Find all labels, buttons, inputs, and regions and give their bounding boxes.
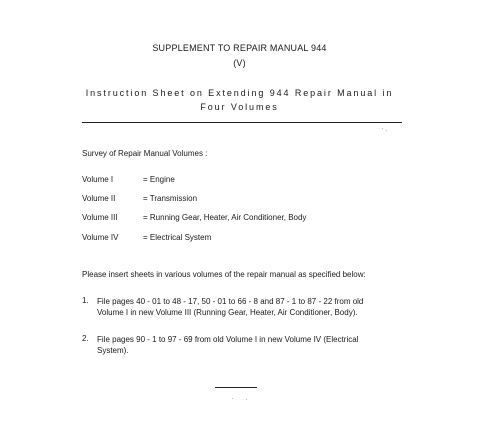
item-line: Volume I in new Volume III (Running Gear, Heater, Air Conditioner, Body). <box>97 308 358 317</box>
instruction-text: Please insert sheets in various volumes of the repair manual as specified below: <box>82 270 366 279</box>
scan-speck <box>382 128 383 129</box>
item-line: File pages 90 - 1 to 97 - 69 from old Volume I in new Volume IV (Electrical <box>97 335 359 344</box>
list-item <box>97 296 427 318</box>
instruction-heading-line2: Four Volumes <box>200 102 279 112</box>
supplement-title: SUPPLEMENT TO REPAIR MANUAL 944 <box>152 43 327 53</box>
volume-label: Volume II <box>82 194 116 203</box>
volume-label: Volume IV <box>82 233 119 242</box>
volume-label: Volume III <box>82 213 118 222</box>
list-item <box>97 334 427 356</box>
end-rule <box>215 387 257 388</box>
instruction-heading-line1: Instruction Sheet on Extending 944 Repair Manual in <box>85 88 394 98</box>
item-line: File pages 40 - 01 to 48 - 17, 50 - 01 to 66 - 8 and 87 - 1 to 87 - 22 from old <box>97 297 364 306</box>
item-number: 2. <box>82 334 89 343</box>
volume-label: Volume I <box>82 175 114 184</box>
heading-divider <box>82 122 402 123</box>
scan-speck <box>232 398 233 399</box>
item-line: System). <box>97 346 129 355</box>
volume-content: = Transmission <box>143 194 198 203</box>
volume-marker: (V) <box>233 58 246 68</box>
scan-speck <box>246 399 247 400</box>
volume-content: = Running Gear, Heater, Air Conditioner, Body <box>143 213 307 222</box>
survey-title: Survey of Repair Manual Volumes : <box>82 149 208 158</box>
scan-speck <box>386 130 387 131</box>
item-number: 1. <box>82 296 89 305</box>
volume-content: = Electrical System <box>143 233 212 242</box>
volume-content: = Engine <box>143 175 175 184</box>
